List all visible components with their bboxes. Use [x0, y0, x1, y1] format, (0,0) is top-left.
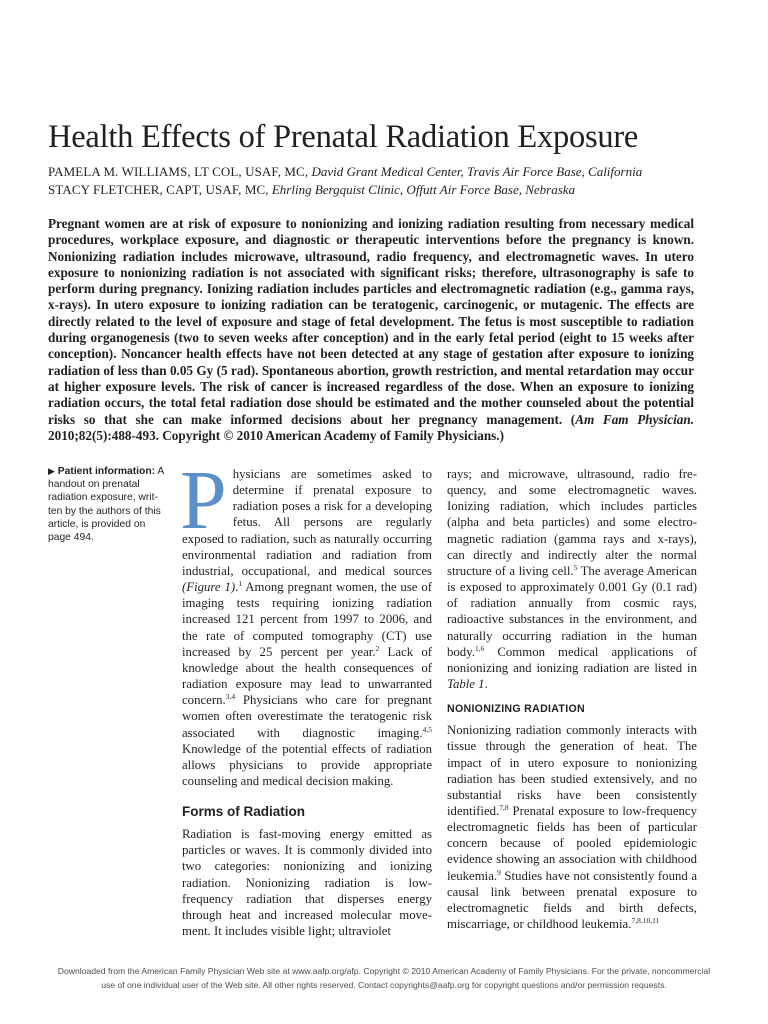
abstract-text: Pregnant women are at risk of exposure to nonionizing and ionizing radiation resulting from necessary medical procedures, workplace exposure, and diagnostic or therapeutic interventions before the pregnancy is known. Nonionizing radiation includes microwave, ultrasound, radio frequency, and electromagnetic waves. In utero exposure to nonionizing radiation is not associated with significant risks; therefore, ultrasonography is safe to perform during pregnancy. Ionizing radiation includes particles and electromagnetic radiation (e.g., gamma rays, x-rays). In utero exposure to ionizing radiation can be teratogenic, carcinogenic, or mutagenic. The effects are directly related to the level of exposure and stage of fetal development. The fetus is most susceptible to radiation during organogenesis (two to seven weeks after conception) and in the early fetal period (eight to 15 weeks after conception). Noncancer health effects have not been detected at any stage of gestation after exposure to ionizing radiation of less than 0.05 Gy (5 rad). Spontaneous abortion, growth restriction, and mental retardation may occur at higher exposure levels. The risk of cancer is increased regardless of the dose. When an exposure to ionizing radiation occurs, the total fetal radiation dose should be estimated and the mother counseled about the potential risks so that she can make informed decisions about her pregnancy management. ( — [48, 216, 694, 427]
reference-marker: 1 — [238, 579, 243, 589]
abstract-citation: 2010;82(5):488-493. Copyright © 2010 American Academy of Family Physicians.) — [48, 427, 504, 443]
text-run: hysicians are sometimes asked to determine if prenatal exposure to radiation poses a risk for a developing fetus. All persons are regularly exposed to radiation, such as naturally occurring environmental radiation and radiation from industrial, occupational, and medical sources — [182, 467, 432, 578]
drop-cap: P — [180, 454, 227, 547]
body-column-2 — [447, 466, 697, 932]
article-title: Health Effects of Prenatal Radiation Exposure — [48, 119, 639, 155]
author-name: STACY FLETCHER, CAPT, USAF, MC, — [48, 182, 269, 197]
text-run: Radiation is fast-moving energy emitted as particles or waves. It is commonly divided into two categories: nonionizing and ionizing radiation. Nonionizing radiation is low-frequency radiation that disperses energy through heat and increased molecular movement. It includes visible light; ultraviolet — [182, 827, 432, 939]
text-run: . — [484, 677, 488, 692]
italic-text: Table 1 — [447, 677, 485, 692]
abstract — [48, 216, 694, 444]
copyright-footer — [18, 964, 750, 992]
text-run: . — [235, 580, 239, 595]
footer-line-2: use of one individual user of the Web site. All other rights reserved. Contact copyrights@aafp.org for copyright questions and/or permission requests. — [101, 980, 667, 990]
forms-paragraph-continued — [447, 466, 697, 692]
author-line-2 — [48, 181, 738, 198]
reference-marker: 7,8 — [499, 802, 509, 812]
reference-marker: 9 — [497, 867, 501, 877]
text-run: Knowledge of the potential effects of radiation allows physicians to provide appropriate counseling and medical decision making. — [182, 741, 432, 788]
patient-info-note — [48, 465, 166, 544]
arrow-right-icon: ▶ — [48, 466, 55, 476]
body-column-1 — [180, 454, 433, 939]
author-line-1 — [48, 163, 738, 180]
author-affiliation: Ehrling Bergquist Clinic, Offutt Air Force Base, Nebraska — [271, 182, 576, 197]
text-run: Common medical applications of nonionizing and ionizing radiation are listed in — [447, 644, 697, 675]
subsection-heading-nonionizing: NONIONIZING RADIATION — [447, 703, 585, 716]
author-affiliation: David Grant Medical Center, Travis Air Force Base, California — [311, 164, 643, 179]
patient-info-text: A handout on prenatal radiation exposure, written by the authors of this article, is provided on page 494. — [48, 466, 164, 544]
abstract-journal: Am Fam Physician. — [575, 411, 694, 427]
text-run: Physicians who care for pregnant women often overestimate the teratogenic risk associated with diagnostic imaging. — [182, 693, 432, 740]
section-heading-forms: Forms of Radiation — [182, 804, 306, 820]
italic-text: (Figure 1) — [182, 580, 236, 595]
reference-marker: 4,5 — [422, 724, 432, 734]
intro-paragraph — [180, 454, 433, 789]
footer-line-1: Downloaded from the American Family Physician Web site at www.aafp.org/afp. Copyright © 2010 American Academy of Family Physicians. For the private, noncommercial — [57, 966, 711, 976]
reference-marker: 3,4 — [225, 692, 236, 702]
nonionizing-paragraph — [447, 722, 697, 932]
reference-marker: 5 — [573, 562, 578, 572]
patient-info-lead: Patient information: — [57, 466, 156, 477]
reference-marker: 7,8,10,11 — [631, 916, 660, 926]
forms-paragraph — [182, 826, 432, 939]
text-run: The average American is exposed to approximately 0.001 Gy (0.1 rad) of radiation annually from cosmic rays, radioactive substances in the environment, and naturally occurring radiation in the human body. — [447, 563, 697, 659]
reference-marker: 2 — [375, 643, 380, 653]
text-run: Nonionizing radiation commonly interacts with tissue through the generation of heat. The impact of in utero exposure to nonionizing radiation has been studied extensively, and no substantial risks have been consistently identified. — [447, 723, 697, 818]
text-run: Lack of knowledge about the health consequences of radiation exposure may lead to unwarranted concern. — [182, 644, 432, 708]
author-name: PAMELA M. WILLIAMS, LT COL, USAF, MC, — [48, 164, 309, 179]
text-run: rays; and microwave, ultrasound, radio frequency, and some electromagnetic waves. Ionizing radiation, which includes particles (alpha and beta particles) and some electromagnetic radiation (gamma rays and x-rays), can directly and indirectly alter the normal structure of a living cell. — [447, 467, 697, 578]
text-run: Among pregnant women, the use of imaging tests requiring ionizing radiation increased 121 percent from 1997 to 2006, and the rate of computed tomography (CT) use increased by 25 percent per year. — [182, 580, 433, 659]
text-run: Prenatal exposure to low-frequency electromagnetic fields has been of particular concern because of pooled epidemiologic evidence showing an association with childhood leukemia. — [447, 803, 697, 883]
reference-marker: 1,6 — [474, 643, 485, 653]
text-run: Studies have not consistently found a causal link between prenatal exposure to electromagnetic fields and birth defects, miscarriage, or childhood leukemia. — [447, 868, 697, 932]
